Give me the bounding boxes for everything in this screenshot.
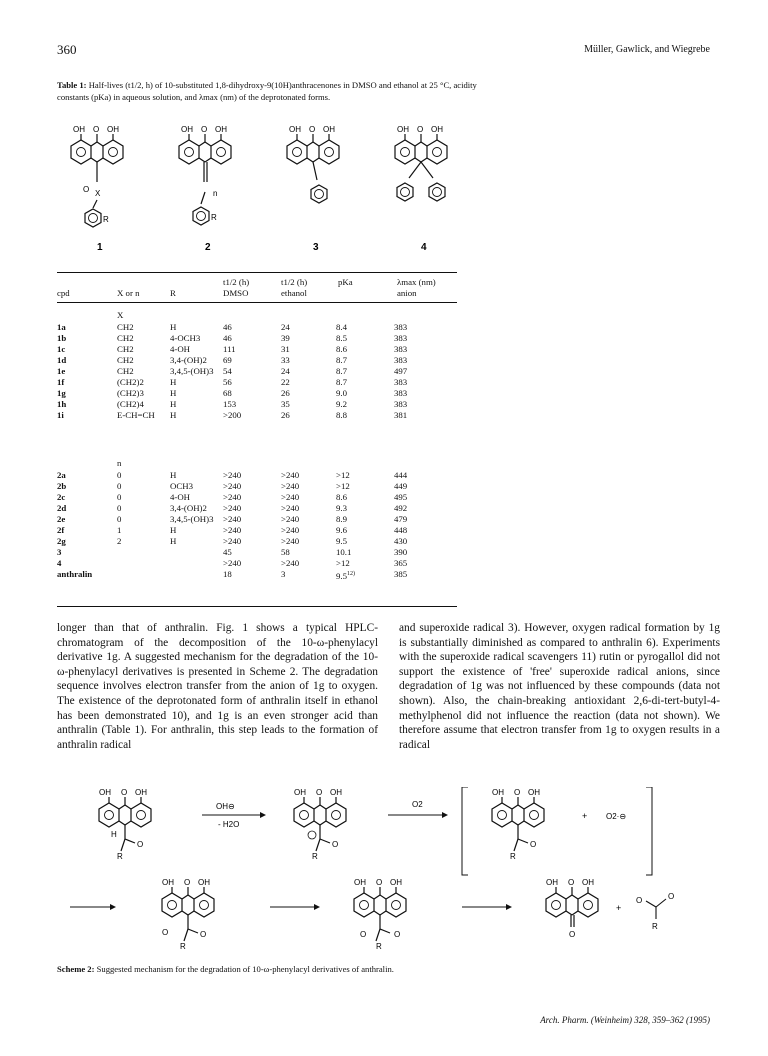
o-label: O [530, 840, 537, 849]
oh-label: OH [294, 788, 306, 797]
scheme-structure-3 [492, 788, 544, 861]
oh-label: OH [330, 788, 342, 797]
table-cell-r: 4-OH [170, 344, 191, 354]
structure-label-3: 3 [313, 242, 319, 253]
table-cell-dmso: >240 [223, 470, 242, 480]
table-cell-dmso: 54 [223, 366, 232, 376]
col-header-ethanol-line1: t1/2 (h) [281, 277, 308, 287]
col-header-lambda-line1: λmax (nm) [397, 277, 436, 287]
table-caption-text: Half-lives (t1/2, h) of 10-substituted 1,8-dihydroxy-9(10H)anthracenones in DMSO and ethanol at 25 °C, acidity constants (pKa) in aqueous solution, and λmax (nm) of the deprotonated forms. [57, 80, 477, 102]
r-label: R [117, 852, 123, 861]
table-cell-x: 0 [117, 514, 122, 524]
pka-value: 9.5 [336, 570, 347, 581]
table-cell-eth: 33 [281, 355, 290, 365]
table-rule-top [57, 272, 457, 273]
table-cell-x: CH2 [117, 355, 134, 365]
reference-superscript: 12) [347, 571, 355, 577]
table-cell-eth: >240 [281, 481, 300, 491]
table-row [57, 470, 444, 481]
table-caption-label: Table 1: [57, 80, 87, 90]
table-cell-cpd: 2c [57, 492, 66, 502]
table-cell-r: H [170, 470, 177, 480]
table-cell-cpd: 1c [57, 344, 66, 354]
r-label: R [312, 852, 318, 861]
table-cell-lmax: 449 [394, 481, 408, 491]
table-cell-cpd: 4 [57, 558, 62, 568]
structure-2 [179, 125, 231, 225]
r-label: R [180, 942, 186, 951]
reagent-oxygen: O2 [412, 800, 423, 809]
oh-label: OH [354, 878, 366, 887]
table-cell-eth: 26 [281, 388, 290, 398]
table-caption [57, 80, 477, 103]
o-label: O [569, 930, 576, 939]
table-cell-lmax: 383 [394, 377, 408, 387]
table-cell-pka: 9.2 [336, 399, 347, 409]
structure-label-4: 4 [421, 242, 427, 253]
o-label: O [636, 896, 643, 905]
scheme-structure-4 [162, 878, 214, 951]
structure-1 [71, 125, 123, 227]
table-cell-cpd: 2e [57, 514, 66, 524]
table-cell-r: 3,4,5-(OH)3 [170, 514, 214, 524]
table-cell-eth: 3 [281, 569, 286, 579]
o-label: O [376, 878, 383, 887]
table-cell-eth: 39 [281, 333, 290, 343]
reaction-arrow-5 [462, 904, 512, 910]
reaction-arrow-2 [388, 800, 448, 818]
running-head: Müller, Gawlick, and Wiegrebe [584, 44, 710, 55]
table-cell-dmso: >240 [223, 481, 242, 491]
r-label: R [652, 922, 658, 931]
table-cell-cpd: 1h [57, 399, 67, 409]
r-label: R [376, 942, 382, 951]
table-cell-cpd: 2d [57, 503, 67, 513]
table-cell-lmax: 383 [394, 399, 408, 409]
oh-label: OH [582, 878, 594, 887]
table-cell-r: 3,4,5-(OH)3 [170, 366, 214, 376]
o-label: O [514, 788, 521, 797]
superoxide-label: O2·⊖ [606, 812, 627, 821]
col-header-r: R [170, 288, 176, 298]
table-cell-pka: 8.5 [336, 333, 347, 343]
table-cell-cpd: 2g [57, 536, 66, 546]
col-header-dmso-line1: t1/2 (h) [223, 277, 250, 287]
table-cell-dmso: >240 [223, 514, 242, 524]
table-cell-x: CH2 [117, 366, 134, 376]
table-cell-eth: 35 [281, 399, 290, 409]
table-cell-dmso: >240 [223, 536, 242, 546]
table-cell-dmso: >240 [223, 503, 242, 513]
table-cell-pka: 8.9 [336, 514, 347, 524]
oh-label: OH [397, 125, 409, 134]
table-cell-pka: 9.6 [336, 525, 347, 535]
table-cell-dmso: 68 [223, 388, 232, 398]
section-label-n: n [117, 458, 122, 468]
r-label: R [510, 852, 516, 861]
table-cell-lmax: 479 [394, 514, 408, 524]
table-row [57, 399, 444, 410]
table-cell-dmso: 56 [223, 377, 232, 387]
h-label: H [111, 830, 117, 839]
reaction-arrow-4 [270, 904, 320, 910]
table-cell-x: 0 [117, 503, 122, 513]
table-cell-pka: 8.7 [336, 366, 347, 376]
table-cell-lmax: 497 [394, 366, 408, 376]
table-cell-r: H [170, 399, 177, 409]
table-cell-lmax: 444 [394, 470, 408, 480]
table-cell-eth: 58 [281, 547, 290, 557]
structure-label-1: 1 [97, 242, 103, 253]
table-cell-cpd: anthralin [57, 569, 93, 579]
table-row [57, 410, 444, 421]
table-cell-r: H [170, 377, 177, 387]
carboxylate-structure [636, 892, 674, 931]
o-label: O [316, 788, 323, 797]
oh-label: OH [135, 788, 147, 797]
table-cell-r: 4-OCH3 [170, 333, 201, 343]
scheme-structure-2 [294, 788, 346, 861]
table-cell-eth: >240 [281, 492, 300, 502]
o-label: O [121, 788, 128, 797]
table-row [57, 388, 444, 399]
table-cell-r [170, 547, 223, 558]
table-cell-pka: 10.1 [336, 547, 352, 557]
r-label: R [103, 215, 109, 224]
table-cell-lmax: 448 [394, 525, 408, 535]
table-cell-pka: 8.7 [336, 355, 347, 365]
o-label: O [83, 185, 90, 194]
reaction-arrow-1 [202, 802, 266, 829]
table-cell-lmax: 495 [394, 492, 408, 502]
table-row [57, 322, 444, 333]
table-row [57, 377, 444, 388]
table-cell-lmax: 390 [394, 547, 408, 557]
table-cell-lmax: 492 [394, 503, 408, 513]
table-cell-dmso: >240 [223, 525, 242, 535]
table-row [57, 547, 444, 558]
table-cell-lmax: 383 [394, 333, 408, 343]
o-label: O [162, 928, 169, 937]
scheme-structure-6 [546, 878, 598, 939]
oh-label: OH [390, 878, 402, 887]
table-row [57, 569, 444, 582]
table-row [57, 344, 444, 355]
n-label: n [213, 189, 218, 198]
table-cell-dmso: 18 [223, 569, 232, 579]
r-label: R [211, 213, 217, 222]
scheme-caption [57, 964, 394, 974]
table-cell-pka: 9.0 [336, 388, 347, 398]
o-label: O [332, 840, 339, 849]
table-cell-pka: 8.6 [336, 492, 347, 502]
oh-label: OH [107, 125, 119, 134]
table-row [57, 481, 444, 492]
journal-citation-footer: Arch. Pharm. (Weinheim) 328, 359–362 (1995) [540, 1015, 710, 1025]
table-cell-cpd: 2b [57, 481, 67, 491]
table-cell-pka: 8.8 [336, 410, 347, 420]
reagent-hydroxide: OH⊖ [216, 802, 235, 811]
table-cell-cpd: 1i [57, 410, 64, 420]
o-label: O [568, 878, 575, 887]
table-cell-eth: >240 [281, 514, 300, 524]
table-cell-cpd: 1b [57, 333, 67, 343]
table-cell-x: CH2 [117, 344, 134, 354]
table-row [57, 536, 444, 547]
table-cell-lmax: 381 [394, 410, 408, 420]
structure-4 [395, 125, 447, 201]
table-cell-pka: >12 [336, 558, 350, 568]
table-row [57, 333, 444, 344]
table-cell-r: H [170, 525, 177, 535]
oh-label: OH [431, 125, 443, 134]
table-cell-dmso: 69 [223, 355, 232, 365]
scheme-caption-text: Suggested mechanism for the degradation of 10-ω-phenylacyl derivatives of anthralin. [96, 964, 394, 974]
o-label: O [360, 930, 367, 939]
page-number: 360 [57, 42, 77, 57]
oh-label: OH [99, 788, 111, 797]
table-row [57, 525, 444, 536]
o-label: O [184, 878, 191, 887]
table-section-2 [57, 470, 444, 582]
table-cell-eth: 31 [281, 344, 290, 354]
table-cell-x: 0 [117, 470, 122, 480]
oh-label: OH [198, 878, 210, 887]
table-cell-cpd: 1f [57, 377, 65, 387]
table-cell-dmso: 46 [223, 333, 232, 343]
table-cell-pka: 9.5 [336, 536, 347, 546]
table-section-1 [57, 322, 444, 421]
table-cell-r: H [170, 536, 177, 546]
table-row [57, 503, 444, 514]
table-cell-dmso: 45 [223, 547, 232, 557]
table-cell-eth: 24 [281, 322, 290, 332]
table-cell-cpd: 2a [57, 470, 66, 480]
reaction-arrow-3 [70, 904, 116, 910]
section-label-x: X [117, 310, 124, 320]
oh-label: OH [323, 125, 335, 134]
oh-label: OH [546, 878, 558, 887]
oh-label: OH [215, 125, 227, 134]
table-cell-lmax: 383 [394, 355, 408, 365]
table-cell-r: H [170, 388, 177, 398]
scheme-structure-5 [354, 878, 406, 951]
col-header-dmso-line2: DMSO [223, 288, 249, 298]
o-label: O [417, 125, 424, 134]
table-cell-pka: 8.4 [336, 322, 347, 332]
table-cell-lmax: 430 [394, 536, 408, 546]
oh-label: OH [528, 788, 540, 797]
table-rule-bottom [57, 606, 457, 607]
table-cell-x: 0 [117, 481, 122, 491]
table-cell-lmax: 383 [394, 388, 408, 398]
table-cell-x: E-CH=CH [117, 410, 155, 420]
o-label: O [668, 892, 675, 901]
table-cell-r: 3,4-(OH)2 [170, 355, 207, 365]
table-cell-pka: >12 [336, 481, 350, 491]
table-cell-cpd: 1e [57, 366, 66, 376]
table-cell-r: H [170, 410, 177, 420]
col-header-lambda [397, 277, 436, 299]
table-row [57, 366, 444, 377]
table-cell-dmso: 111 [223, 344, 236, 354]
table-cell-x: 0 [117, 492, 122, 502]
table-cell-cpd: 3 [57, 547, 62, 557]
table-cell-lmax: 383 [394, 322, 408, 332]
table-row [57, 492, 444, 503]
table-cell-dmso: >240 [223, 558, 242, 568]
table-cell-eth: >240 [281, 525, 300, 535]
table-cell-eth: 24 [281, 366, 290, 376]
table-cell-pka: >12 [336, 470, 350, 480]
table-cell-x: (CH2)2 [117, 377, 144, 387]
table-cell-cpd: 1a [57, 322, 66, 332]
table-cell-lmax: 385 [394, 569, 408, 579]
col-header-x-or-n: X or n [117, 288, 140, 298]
scheme-2-drawing [70, 787, 730, 962]
o-label: O [394, 930, 401, 939]
table-cell-pka: 9.3 [336, 503, 347, 513]
table-cell-cpd: 1g [57, 388, 66, 398]
table-cell-dmso: >200 [223, 410, 242, 420]
plus-sign: + [616, 903, 622, 913]
table-cell-dmso: 153 [223, 399, 237, 409]
table-row [57, 514, 444, 525]
table-rule-mid [57, 302, 457, 303]
col-header-cpd: cpd [57, 288, 70, 298]
table-cell-x [117, 569, 170, 582]
table-cell-lmax: 383 [394, 344, 408, 354]
scheme-caption-label: Scheme 2: [57, 964, 95, 974]
structure-drawings [55, 122, 485, 257]
col-header-lambda-line2: anion [397, 288, 417, 298]
table-cell-cpd: 1d [57, 355, 67, 365]
oh-label: OH [289, 125, 301, 134]
table-row [57, 355, 444, 366]
table-cell-r [170, 569, 223, 582]
table-cell-r [170, 558, 223, 569]
table-cell-eth: 26 [281, 410, 290, 420]
table-cell-lmax: 365 [394, 558, 408, 568]
table-cell-x [117, 558, 170, 569]
table-cell-dmso: >240 [223, 492, 242, 502]
body-text-left-column: longer than that of anthralin. Fig. 1 shows a typical HPLC-chromatogram of the decomposition of the 10-ω-phenylacyl derivative 1g. A suggested mechanism for the degradation of the 10-ω-phenylacyl derivatives is presented in Scheme 2. The degradation sequence involves electron transfer from the anion of 1g to oxygen. The existence of the deprotonated form of anthralin itself in ethanol has been demonstrated 10), and 1g is an even stronger acid than anthralin (Table 1). For anthralin, this step leads to the formation of anthralin radical [57, 622, 378, 751]
col-header-pka: pKa [338, 277, 353, 287]
col-header-ethanol [281, 277, 307, 299]
o-label: O [137, 840, 144, 849]
o-label: O [93, 125, 100, 134]
scheme-structure-1 [99, 788, 151, 861]
table-cell-r: H [170, 322, 177, 332]
oh-label: OH [73, 125, 85, 134]
table-cell-x: CH2 [117, 333, 134, 343]
table-cell-r: 3,4-(OH)2 [170, 503, 207, 513]
table-cell-eth: >240 [281, 470, 300, 480]
table-cell-eth: >240 [281, 536, 300, 546]
table-cell-x: 2 [117, 536, 122, 546]
table-cell-x: CH2 [117, 322, 134, 332]
oh-label: OH [492, 788, 504, 797]
oh-label: OH [162, 878, 174, 887]
col-header-dmso [223, 277, 249, 299]
table-cell-eth: 22 [281, 377, 290, 387]
structure-3 [287, 125, 339, 203]
reagent-water-loss: - H2O [218, 820, 240, 829]
table-cell-cpd: 2f [57, 525, 65, 535]
body-text-right-column: and superoxide radical 3). However, oxygen radical formation by 1g is substantially diminished as compared to anthralin 6). Experiments with the superoxide radical scavengers 11) rutin or pyrogallol did not support the existence of 'free' superoxide radical anions, since degradation of 1g was not influenced by these compounds (data not shown). Also, the chain-breaking antioxidant 2,6-di-tert-butyl-4-methylphenol did not influence the reaction (data not shown). We therefore assume that electron transfer from 1g to oxygen results in a radical [399, 622, 720, 751]
table-cell-pka [336, 569, 394, 582]
table-cell-x [117, 547, 170, 558]
table-cell-x: (CH2)3 [117, 388, 144, 398]
table-row [57, 558, 444, 569]
table-cell-pka: 8.6 [336, 344, 347, 354]
table-cell-x: 1 [117, 525, 122, 535]
col-header-ethanol-line2: ethanol [281, 288, 307, 298]
table-cell-eth: >240 [281, 503, 300, 513]
table-cell-r: OCH3 [170, 481, 193, 491]
plus-sign: + [582, 811, 588, 821]
o-label: O [200, 930, 207, 939]
table-cell-eth: >240 [281, 558, 300, 568]
table-cell-x: (CH2)4 [117, 399, 144, 409]
bracket-intermediate [462, 787, 652, 875]
table-cell-r: 4-OH [170, 492, 191, 502]
structure-label-2: 2 [205, 242, 211, 253]
x-label: X [95, 189, 101, 198]
table-cell-pka: 8.7 [336, 377, 347, 387]
oh-label: OH [181, 125, 193, 134]
o-label: O [309, 125, 316, 134]
table-cell-dmso: 46 [223, 322, 232, 332]
o-label: O [201, 125, 208, 134]
